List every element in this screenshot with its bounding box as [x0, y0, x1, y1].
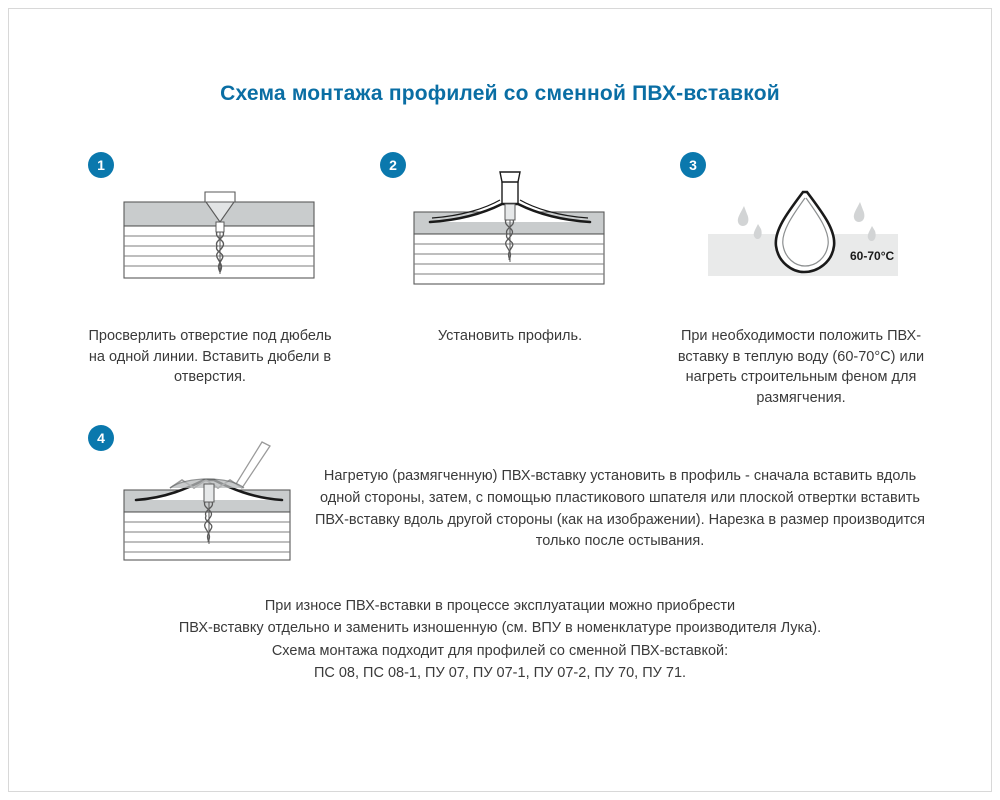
footer-line-1: При износе ПВХ-вставки в процессе эксплуатации можно приобрести [264, 598, 736, 614]
step-caption-3: При необходимости положить ПВХ-вставку в теплую воду (60-70°C) или нагреть строительным феном для размягчения. [677, 328, 925, 406]
drill-hole-figure [110, 188, 330, 303]
step-badge-4: 4 [88, 425, 114, 451]
footer-line-2: ПВХ-вставку отдельно и заменить изношенную (см. ВПУ в номенклатуре производителя Лука). [178, 620, 822, 637]
footer-line-3: Схема монтажа подходит для профилей со сменной ПВХ-вставкой: [271, 642, 729, 659]
warm-insert-figure [700, 180, 920, 305]
step-caption-2: Установить профиль. [437, 328, 583, 344]
step-caption-4: Нагретую (размягченную) ПВХ-вставку установить в профиль - сначала вставить вдоль одной стороны, затем, с помощью пластикового шпателя или плоской отвертки вставить ПВХ-вставку вдоль другой стороны (как на изображении). Нарезка в размер производится только после остывания. [314, 468, 926, 550]
install-profile-figure [400, 160, 620, 305]
page-title: Схема монтажа профилей со сменной ПВХ-вставкой [220, 82, 780, 105]
step-caption-1: Просверлить отверстие под дюбель на одной линии. Вставить дюбели в отверстия. [88, 328, 332, 386]
step-badge-3: 3 [680, 152, 706, 178]
temperature-label: 60-70°C [850, 249, 895, 263]
footer-note [0, 595, 1000, 685]
step-badge-2: 2 [380, 152, 406, 178]
step-badge-1: 1 [88, 152, 114, 178]
insert-pvc-figure [110, 440, 310, 575]
footer-line-4: ПС 08, ПС 08-1, ПУ 07, ПУ 07-1, ПУ 07-2, ПУ 70, ПУ 71. [313, 665, 687, 682]
